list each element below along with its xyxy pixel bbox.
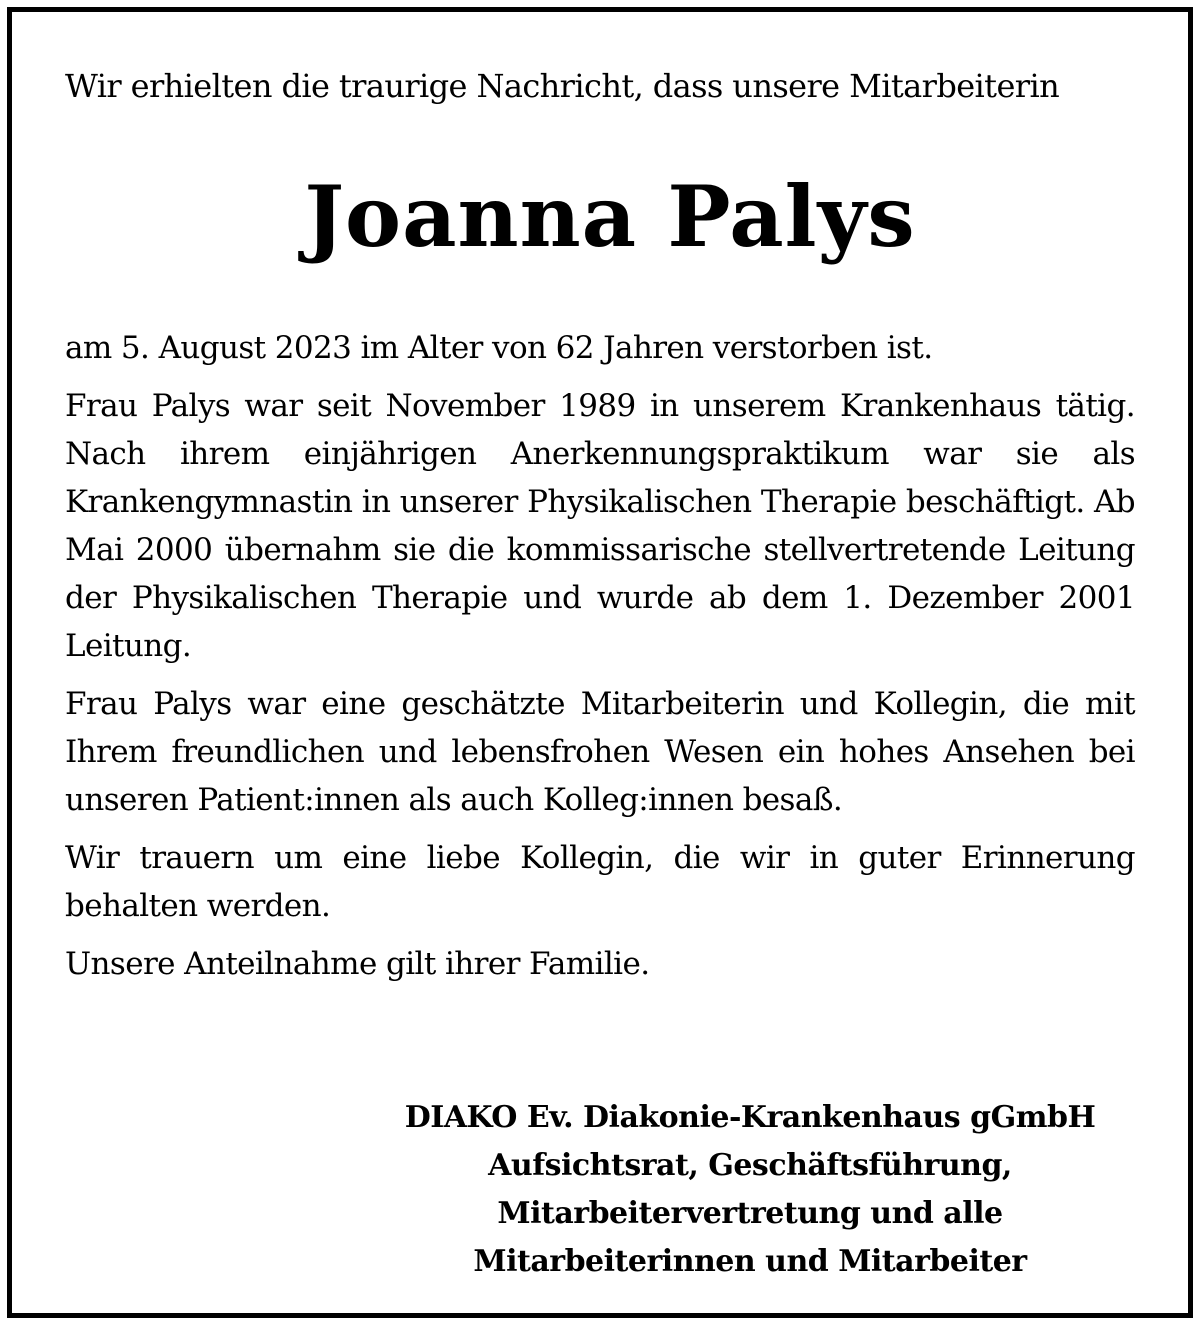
appreciation-paragraph: Frau Palys war eine geschätzte Mitarbeiterin und Kollegin, die mit Ihrem freundlichen und lebensfrohen Wesen ein hohes Ansehen bei unseren Patient:innen als auch Kolleg:innen besaß.: [65, 686, 1135, 818]
signature-line-staff: Mitarbeiterinnen und Mitarbeiter: [473, 1244, 1027, 1279]
signature-line-representation: Mitarbeitervertretung und alle: [497, 1196, 1003, 1231]
signature-block: [65, 1094, 1135, 1286]
mourning-paragraph: Wir trauern um eine liebe Kollegin, die wir in guter Erinnerung behalten werden.: [65, 840, 1135, 924]
signature-line-organization: DIAKO Ev. Diakonie-Krankenhaus gGmbH: [404, 1100, 1096, 1135]
intro-text: Wir erhielten die traurige Nachricht, dass unsere Mitarbeiterin: [65, 67, 1060, 105]
condolence-paragraph: Unsere Anteilnahme gilt ihrer Familie.: [65, 946, 650, 982]
career-paragraph: Frau Palys war seit November 1989 in unserem Krankenhaus tätig. Nach ihrem einjährigen Anerkennungspraktikum war sie als Krankengymnastin in unserer Physikalischen Therapie beschäftigt. Ab Mai 2000 übernahm sie die kommissarische stellvertretende Leitung der Physikalischen Therapie und wurde ab dem 1. Dezember 2001 Leitung.: [65, 388, 1135, 664]
death-date-paragraph: am 5. August 2023 im Alter von 62 Jahren verstorben ist.: [65, 330, 933, 366]
signature-line-management: Aufsichtsrat, Geschäftsführung,: [488, 1148, 1012, 1183]
obituary-frame: [7, 7, 1193, 1318]
obituary-body: [65, 324, 1135, 998]
deceased-name: Joanna Palys: [304, 167, 916, 266]
